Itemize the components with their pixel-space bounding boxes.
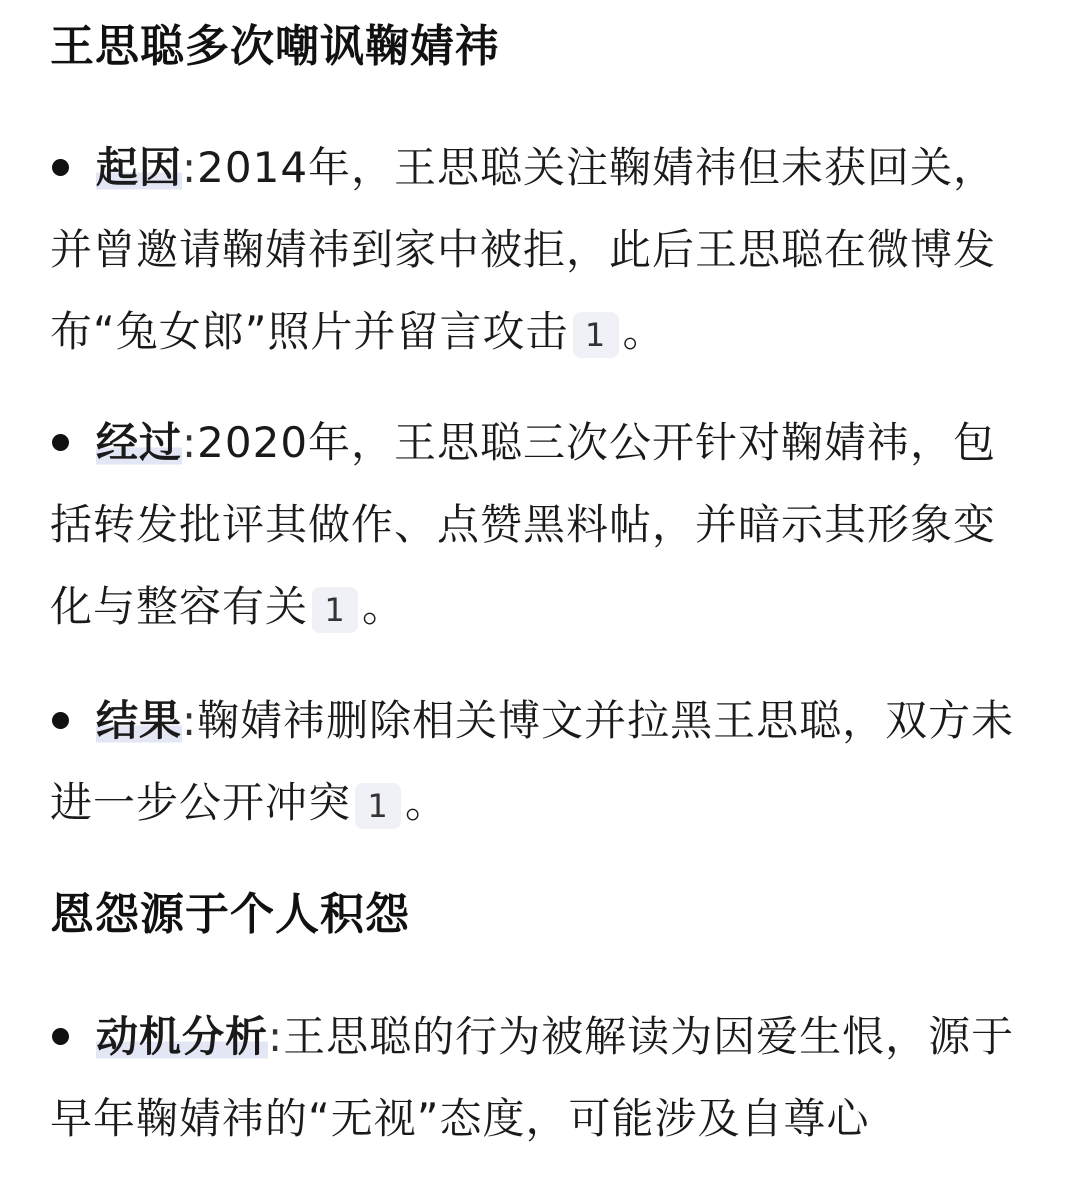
item-lead: 动机分析	[96, 1012, 269, 1061]
bullet-dot-icon	[52, 1028, 69, 1045]
item-text: 2020年，王思聪三次公开针对鞠婧祎，包括转发批评其做作、点赞黑料帖，并暗示其形象变化与整容有关	[50, 418, 997, 631]
citation-badge[interactable]: 1	[312, 587, 358, 633]
bullet-dot-icon	[52, 712, 69, 729]
list-item	[50, 996, 1025, 1160]
citation-badge[interactable]: 1	[573, 312, 619, 358]
item-text: 鞠婧祎删除相关博文并拉黑王思聪，双方未进一步公开冲突	[50, 696, 1015, 827]
citation-badge[interactable]: 1	[355, 783, 401, 829]
bullet-dot-icon	[52, 159, 69, 176]
bullet-dot-icon	[52, 434, 69, 451]
item-separator: :	[182, 418, 198, 467]
item-lead: 起因	[96, 143, 183, 192]
list-item	[50, 127, 1025, 373]
list-item	[50, 402, 1025, 648]
item-text: 王思聪的行为被解读为因爱生恨，源于早年鞠婧祎的“无视”态度，可能涉及自尊心	[50, 1012, 1015, 1143]
item-end: 。	[405, 778, 449, 827]
list-item	[50, 680, 1025, 844]
item-separator: :	[182, 696, 198, 745]
item-lead: 结果	[96, 696, 183, 745]
item-text: 2014年，王思聪关注鞠婧祎但未获回关，并曾邀请鞠婧祎到家中被拒，此后王思聪在微博发布“兔女郎”照片并留言攻击	[50, 143, 997, 356]
item-lead: 经过	[96, 418, 183, 467]
item-separator: :	[268, 1012, 284, 1061]
section-heading: 王思聪多次嘲讽鞠婧祎	[50, 21, 500, 72]
section-heading: 恩怨源于个人积怨	[50, 889, 410, 940]
item-end: 。	[622, 307, 666, 356]
item-separator: :	[182, 143, 198, 192]
item-end: 。	[362, 582, 406, 631]
